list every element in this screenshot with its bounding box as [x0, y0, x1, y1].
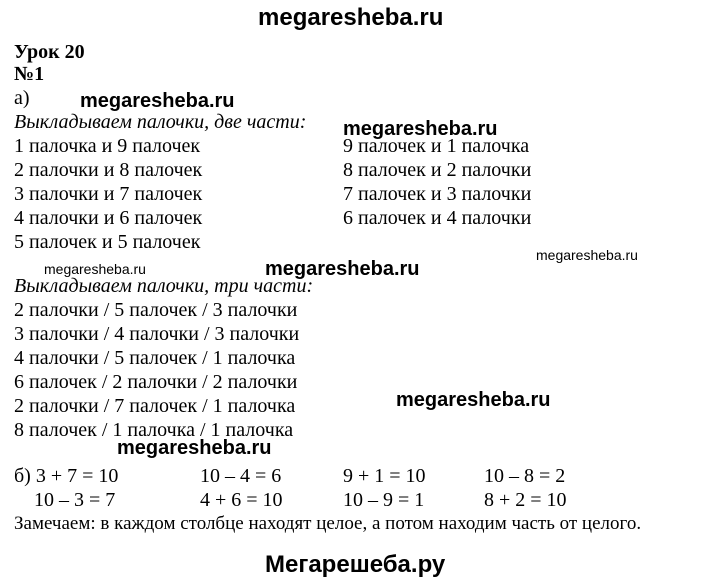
- list-item: 3 палочки и 7 палочек: [14, 183, 203, 205]
- list-item: 6 палочек / 2 палочки / 2 палочки: [14, 371, 298, 393]
- list-item: 2 палочки / 7 палочек / 1 палочка: [14, 395, 296, 417]
- list-item: 2 палочки / 5 палочек / 3 палочки: [14, 299, 298, 321]
- watermark: megaresheba.ru: [44, 261, 146, 277]
- list-item: 4 палочки / 5 палочек / 1 палочка: [14, 347, 296, 369]
- equation: 8 + 2 = 10: [484, 489, 567, 511]
- task-number: №1: [14, 63, 45, 85]
- equation: 10 – 9 = 1: [343, 489, 425, 511]
- header-watermark: megaresheba.ru: [258, 4, 444, 31]
- two-parts-title: Выкладываем палочки, две части:: [14, 111, 307, 133]
- lesson-heading: Урок 20: [14, 41, 85, 63]
- list-item: 4 палочки и 6 палочек: [14, 207, 203, 229]
- equation: 10 – 3 = 7: [34, 489, 116, 511]
- list-item: 1 палочка и 9 палочек: [14, 135, 201, 157]
- watermark: megaresheba.ru: [265, 258, 420, 280]
- list-item: 7 палочек и 3 палочки: [343, 183, 532, 205]
- list-item: 6 палочек и 4 палочки: [343, 207, 532, 229]
- list-item: 8 палочек / 1 палочка / 1 палочка: [14, 419, 294, 441]
- conclusion-text: Замечаем: в каждом столбце находят целое, а потом находим часть от целого.: [14, 513, 642, 534]
- watermark: megaresheba.ru: [80, 90, 235, 112]
- watermark: megaresheba.ru: [117, 437, 272, 459]
- equation: 9 + 1 = 10: [343, 465, 426, 487]
- equation: 4 + 6 = 10: [200, 489, 283, 511]
- watermark: megaresheba.ru: [536, 247, 638, 263]
- list-item: 2 палочки и 8 палочек: [14, 159, 203, 181]
- footer-watermark: Мегарешеба.ру: [265, 551, 446, 578]
- part-a-label: а): [14, 87, 30, 109]
- list-item: 5 палочек и 5 палочек: [14, 231, 201, 253]
- equation: 10 – 4 = 6: [200, 465, 282, 487]
- list-item: 3 палочки / 4 палочки / 3 палочки: [14, 323, 300, 345]
- equation: 10 – 8 = 2: [484, 465, 566, 487]
- equation: б) 3 + 7 = 10: [14, 465, 119, 487]
- list-item: 8 палочек и 2 палочки: [343, 159, 532, 181]
- three-parts-title: Выкладываем палочки, три части:: [14, 275, 314, 297]
- list-item: 9 палочек и 1 палочка: [343, 135, 530, 157]
- watermark: megaresheba.ru: [396, 389, 551, 411]
- watermark: megaresheba.ru: [343, 118, 498, 140]
